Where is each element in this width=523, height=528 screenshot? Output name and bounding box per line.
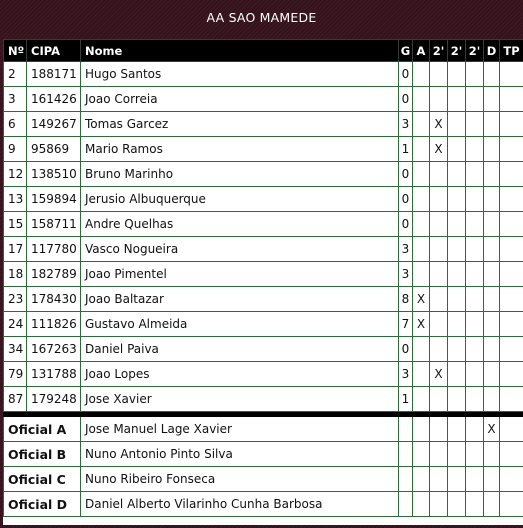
suspension-2-cell [448, 262, 466, 287]
goals-cell [399, 417, 413, 442]
suspension-3-cell [466, 62, 484, 87]
player-cipa: 95869 [27, 137, 81, 162]
officials-body [4, 417, 523, 517]
col-yellow: A [413, 40, 430, 62]
player-name: Jerusio Albuquerque [81, 187, 399, 212]
col-cipa: CIPA [27, 40, 81, 62]
disqualification-cell [484, 337, 500, 362]
player-name: Joao Correia [81, 87, 399, 112]
player-row [4, 137, 523, 162]
player-name: Joao Baltazar [81, 287, 399, 312]
player-name: Bruno Marinho [81, 162, 399, 187]
suspension-1-cell [430, 492, 448, 517]
player-number: 34 [4, 337, 27, 362]
disqualification-cell [484, 287, 500, 312]
suspension-3-cell [466, 417, 484, 442]
goals-cell: 0 [399, 337, 413, 362]
disqualification-cell [484, 112, 500, 137]
player-number: 15 [4, 212, 27, 237]
official-row [4, 417, 523, 442]
tp-cell [500, 442, 523, 467]
header-row [4, 40, 523, 62]
disqualification-cell [484, 442, 500, 467]
yellow-cell [413, 387, 430, 412]
tp-cell [500, 362, 523, 387]
tp-cell [500, 137, 523, 162]
player-number: 6 [4, 112, 27, 137]
disqualification-cell [484, 137, 500, 162]
tp-cell [500, 312, 523, 337]
disqualification-cell [484, 62, 500, 87]
disqualification-cell [484, 212, 500, 237]
goals-cell [399, 492, 413, 517]
yellow-cell [413, 187, 430, 212]
player-row [4, 162, 523, 187]
suspension-1-cell [430, 237, 448, 262]
player-number: 12 [4, 162, 27, 187]
match-sheet [3, 39, 523, 525]
suspension-1-cell [430, 87, 448, 112]
official-role: Oficial D [4, 492, 81, 517]
goals-cell: 0 [399, 87, 413, 112]
yellow-cell [413, 112, 430, 137]
yellow-cell [413, 362, 430, 387]
suspension-1-cell [430, 467, 448, 492]
col-suspension-3: 2' [466, 40, 484, 62]
disqualification-cell [484, 87, 500, 112]
col-name: Nome [81, 40, 399, 62]
official-role: Oficial A [4, 417, 81, 442]
yellow-cell [413, 337, 430, 362]
suspension-1-cell [430, 417, 448, 442]
player-number: 87 [4, 387, 27, 412]
player-row [4, 112, 523, 137]
yellow-cell [413, 237, 430, 262]
tp-cell [500, 212, 523, 237]
disqualification-cell [484, 162, 500, 187]
suspension-2-cell [448, 492, 466, 517]
player-name: Vasco Nogueira [81, 237, 399, 262]
goals-cell: 3 [399, 112, 413, 137]
player-row [4, 212, 523, 237]
yellow-cell: X [413, 312, 430, 337]
player-row [4, 237, 523, 262]
player-row [4, 87, 523, 112]
official-row [4, 492, 523, 517]
tp-cell [500, 287, 523, 312]
player-number: 3 [4, 87, 27, 112]
suspension-1-cell [430, 337, 448, 362]
suspension-2-cell [448, 212, 466, 237]
goals-cell: 1 [399, 137, 413, 162]
suspension-2-cell [448, 112, 466, 137]
tp-cell [500, 87, 523, 112]
suspension-1-cell [430, 162, 448, 187]
player-cipa: 178430 [27, 287, 81, 312]
yellow-cell [413, 87, 430, 112]
suspension-3-cell [466, 162, 484, 187]
disqualification-cell [484, 262, 500, 287]
yellow-cell [413, 492, 430, 517]
tp-cell [500, 162, 523, 187]
col-suspension-1: 2' [430, 40, 448, 62]
team-name-header: AA SAO MAMEDE [206, 10, 317, 25]
player-cipa: 182789 [27, 262, 81, 287]
suspension-3-cell [466, 467, 484, 492]
player-name: Daniel Paiva [81, 337, 399, 362]
tp-cell [500, 492, 523, 517]
player-row [4, 362, 523, 387]
suspension-3-cell [466, 212, 484, 237]
col-suspension-2: 2' [448, 40, 466, 62]
tp-cell [500, 467, 523, 492]
player-cipa: 161426 [27, 87, 81, 112]
yellow-cell [413, 162, 430, 187]
player-name: Joao Pimentel [81, 262, 399, 287]
official-row [4, 467, 523, 492]
disqualification-cell: X [484, 417, 500, 442]
disqualification-cell [484, 387, 500, 412]
player-name: Hugo Santos [81, 62, 399, 87]
suspension-3-cell [466, 492, 484, 517]
suspension-2-cell [448, 417, 466, 442]
suspension-1-cell [430, 62, 448, 87]
suspension-2-cell [448, 362, 466, 387]
suspension-1-cell: X [430, 362, 448, 387]
yellow-cell [413, 262, 430, 287]
suspension-1-cell: X [430, 137, 448, 162]
suspension-3-cell [466, 287, 484, 312]
col-disqualification: D [484, 40, 500, 62]
disqualification-cell [484, 312, 500, 337]
suspension-1-cell: X [430, 112, 448, 137]
goals-cell: 3 [399, 362, 413, 387]
tp-cell [500, 337, 523, 362]
suspension-3-cell [466, 87, 484, 112]
suspension-2-cell [448, 387, 466, 412]
official-name: Jose Manuel Lage Xavier [81, 417, 399, 442]
goals-cell [399, 442, 413, 467]
table-header [4, 40, 523, 62]
suspension-2-cell [448, 87, 466, 112]
player-row [4, 262, 523, 287]
tp-cell [500, 112, 523, 137]
goals-cell: 0 [399, 62, 413, 87]
player-cipa: 158711 [27, 212, 81, 237]
player-cipa: 138510 [27, 162, 81, 187]
suspension-3-cell [466, 387, 484, 412]
player-row [4, 387, 523, 412]
tp-cell [500, 187, 523, 212]
player-name: Gustavo Almeida [81, 312, 399, 337]
suspension-3-cell [466, 237, 484, 262]
official-name: Nuno Antonio Pinto Silva [81, 442, 399, 467]
suspension-3-cell [466, 442, 484, 467]
suspension-1-cell [430, 442, 448, 467]
player-row [4, 287, 523, 312]
suspension-2-cell [448, 162, 466, 187]
goals-cell: 1 [399, 387, 413, 412]
player-cipa: 117780 [27, 237, 81, 262]
col-tp: TP [500, 40, 523, 62]
suspension-3-cell [466, 312, 484, 337]
suspension-3-cell [466, 362, 484, 387]
yellow-cell [413, 62, 430, 87]
col-number: Nº [4, 40, 27, 62]
disqualification-cell [484, 237, 500, 262]
players-body [4, 62, 523, 412]
player-cipa: 188171 [27, 62, 81, 87]
suspension-2-cell [448, 312, 466, 337]
player-row [4, 337, 523, 362]
suspension-2-cell [448, 337, 466, 362]
goals-cell: 0 [399, 212, 413, 237]
suspension-2-cell [448, 187, 466, 212]
col-goals: G [399, 40, 413, 62]
tp-cell [500, 417, 523, 442]
player-number: 2 [4, 62, 27, 87]
roster-table [3, 39, 523, 517]
player-name: Andre Quelhas [81, 212, 399, 237]
goals-cell: 8 [399, 287, 413, 312]
disqualification-cell [484, 492, 500, 517]
player-cipa: 179248 [27, 387, 81, 412]
player-row [4, 62, 523, 87]
goals-cell: 0 [399, 187, 413, 212]
goals-cell: 7 [399, 312, 413, 337]
suspension-2-cell [448, 467, 466, 492]
goals-cell: 3 [399, 262, 413, 287]
tp-cell [500, 62, 523, 87]
suspension-3-cell [466, 337, 484, 362]
player-cipa: 111826 [27, 312, 81, 337]
player-cipa: 167263 [27, 337, 81, 362]
player-number: 79 [4, 362, 27, 387]
yellow-cell: X [413, 287, 430, 312]
official-name: Daniel Alberto Vilarinho Cunha Barbosa [81, 492, 399, 517]
tp-cell [500, 387, 523, 412]
suspension-1-cell [430, 212, 448, 237]
goals-cell: 0 [399, 162, 413, 187]
disqualification-cell [484, 187, 500, 212]
official-row [4, 442, 523, 467]
player-name: Joao Lopes [81, 362, 399, 387]
player-row [4, 187, 523, 212]
player-name: Tomas Garcez [81, 112, 399, 137]
player-number: 13 [4, 187, 27, 212]
disqualification-cell [484, 467, 500, 492]
official-role: Oficial B [4, 442, 81, 467]
tp-cell [500, 262, 523, 287]
player-name: Mario Ramos [81, 137, 399, 162]
suspension-2-cell [448, 62, 466, 87]
official-name: Nuno Ribeiro Fonseca [81, 467, 399, 492]
player-number: 24 [4, 312, 27, 337]
suspension-1-cell [430, 312, 448, 337]
suspension-3-cell [466, 137, 484, 162]
yellow-cell [413, 417, 430, 442]
suspension-2-cell [448, 237, 466, 262]
player-number: 18 [4, 262, 27, 287]
yellow-cell [413, 442, 430, 467]
suspension-2-cell [448, 442, 466, 467]
suspension-1-cell [430, 287, 448, 312]
player-name: Jose Xavier [81, 387, 399, 412]
yellow-cell [413, 137, 430, 162]
player-number: 17 [4, 237, 27, 262]
goals-cell [399, 467, 413, 492]
player-row [4, 312, 523, 337]
disqualification-cell [484, 362, 500, 387]
yellow-cell [413, 467, 430, 492]
official-role: Oficial C [4, 467, 81, 492]
player-cipa: 149267 [27, 112, 81, 137]
suspension-3-cell [466, 262, 484, 287]
suspension-3-cell [466, 112, 484, 137]
suspension-3-cell [466, 187, 484, 212]
tp-cell [500, 237, 523, 262]
yellow-cell [413, 212, 430, 237]
player-cipa: 131788 [27, 362, 81, 387]
suspension-2-cell [448, 287, 466, 312]
suspension-1-cell [430, 262, 448, 287]
suspension-1-cell [430, 387, 448, 412]
goals-cell: 3 [399, 237, 413, 262]
player-number: 9 [4, 137, 27, 162]
player-cipa: 159894 [27, 187, 81, 212]
suspension-1-cell [430, 187, 448, 212]
suspension-2-cell [448, 137, 466, 162]
player-number: 23 [4, 287, 27, 312]
